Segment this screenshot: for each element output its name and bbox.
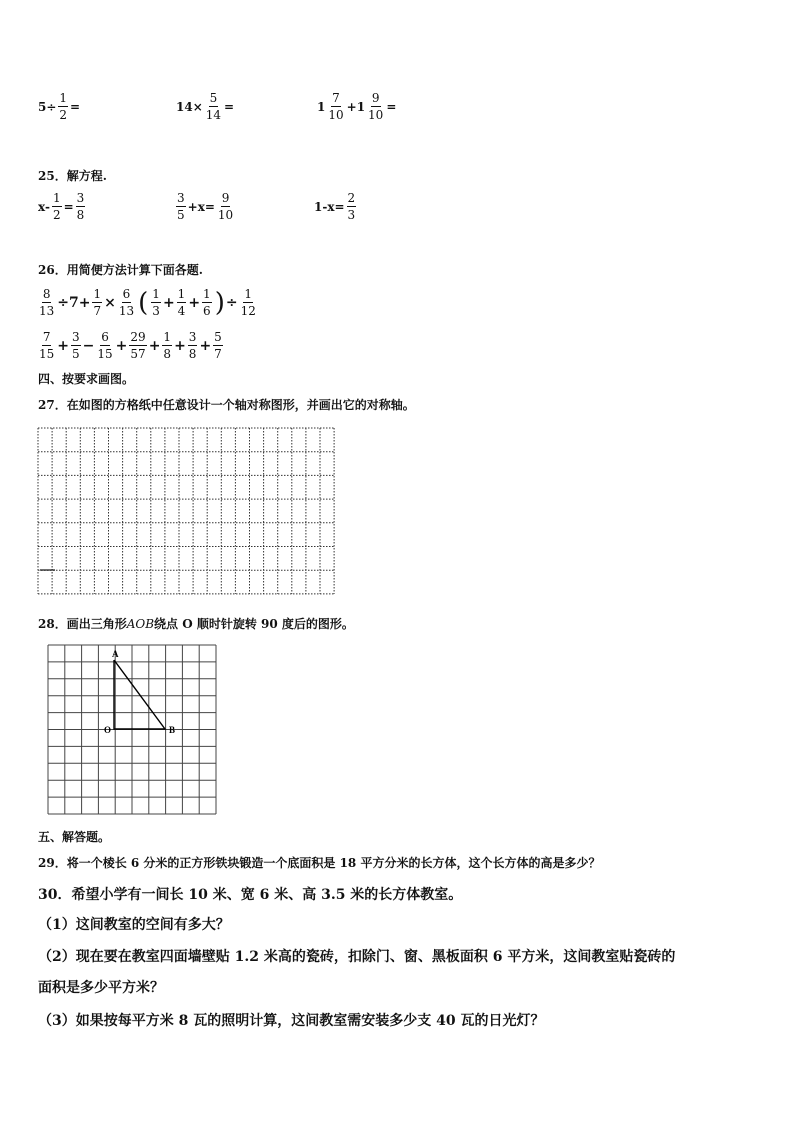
q29-text: 29．将一个棱长 6 分米的正方形铁块锻造一个底面积是 18 平方分米的长方体，这个长方体的高是多少？: [38, 856, 601, 870]
fraction: $\frac{1}{2}$: [59, 91, 68, 122]
label-A: A: [112, 649, 119, 659]
triangle-AOB: [114, 660, 165, 729]
calc-2: $\frac{7}{15}$ + $\frac{3}{5}$ − $\frac{6}{15}$ + $\frac{29}{57}$ + $\frac{1}{8}$ + $\frac{3}{8}$ + $\frac{5}{7}$: [39, 330, 222, 361]
eq-1: x- $\frac{1}{2}$ = $\frac{3}{8}$: [38, 191, 85, 222]
eq-3: 1-x= $\frac{2}{3}$: [314, 191, 356, 222]
fraction: $\frac{7}{10}$: [328, 91, 344, 122]
eq-2: $\frac{3}{5}$ +x= $\frac{9}{10}$: [177, 191, 234, 222]
calc-1: $\frac{8}{13}$ ÷7+ $\frac{1}{7}$ × $\frac{6}{13}$ ( $\frac{1}{3}$ + $\frac{1}{4}$ + $\frac{1}{6}$ ) ÷ $\frac{1}{12}$: [39, 287, 256, 318]
section-5-heading: 五、解答题。: [38, 830, 111, 844]
q26-title: 26．用简便方法计算下面各题.: [38, 263, 203, 277]
fraction: $\frac{1}{2}$: [52, 191, 61, 222]
q28-text: 28．画出三角形AOB绕点 O 顺时针旋转 90 度后的图形。: [38, 617, 354, 631]
q30-part2-line2: 面积是多少平方米？: [38, 980, 164, 996]
q30-part1: （1）这间教室的空间有多大？: [38, 917, 230, 933]
q30-part2-line1: （2）现在要在教室四面墙壁贴 1.2 米高的瓷砖，扣除门、窗、黑板面积 6 平方米，这间教室贴瓷砖的: [38, 949, 676, 965]
q25-title: 25．解方程.: [38, 169, 107, 183]
fraction: $\frac{3}{5}$: [177, 191, 185, 222]
expr-mixed-sum: 1 $\frac{7}{10}$ +1 $\frac{9}{10}$ =: [317, 91, 397, 122]
section-4-heading: 四、按要求画图。: [38, 372, 135, 386]
rotation-grid: [46, 643, 218, 817]
label-O: O: [104, 725, 112, 735]
q30-title: 30．希望小学有一间长 10 米、宽 6 米、高 3.5 米的长方体教室。: [38, 887, 463, 903]
fraction: $\frac{5}{14}$: [205, 91, 222, 122]
q30-part3: （3）如果按每平方米 8 瓦的照明计算，这间教室需安装多少支 40 瓦的日光灯？: [38, 1013, 545, 1029]
fraction: $\frac{3}{8}$: [76, 191, 85, 222]
fraction: $\frac{9}{10}$: [217, 191, 234, 222]
q27-text: 27．在如图的方格纸中任意设计一个轴对称图形，并画出它的对称轴。: [38, 398, 415, 412]
label-B: B: [169, 725, 176, 735]
dotted-grid-paper: [37, 427, 339, 597]
fraction: $\frac{2}{3}$: [347, 191, 356, 222]
expr-14-times: 14× $\frac{5}{14}$ =: [176, 91, 235, 122]
fraction: $\frac{9}{10}$: [368, 91, 384, 122]
expr-5-div-half: 5÷ $\frac{1}{2}$ =: [38, 91, 81, 122]
